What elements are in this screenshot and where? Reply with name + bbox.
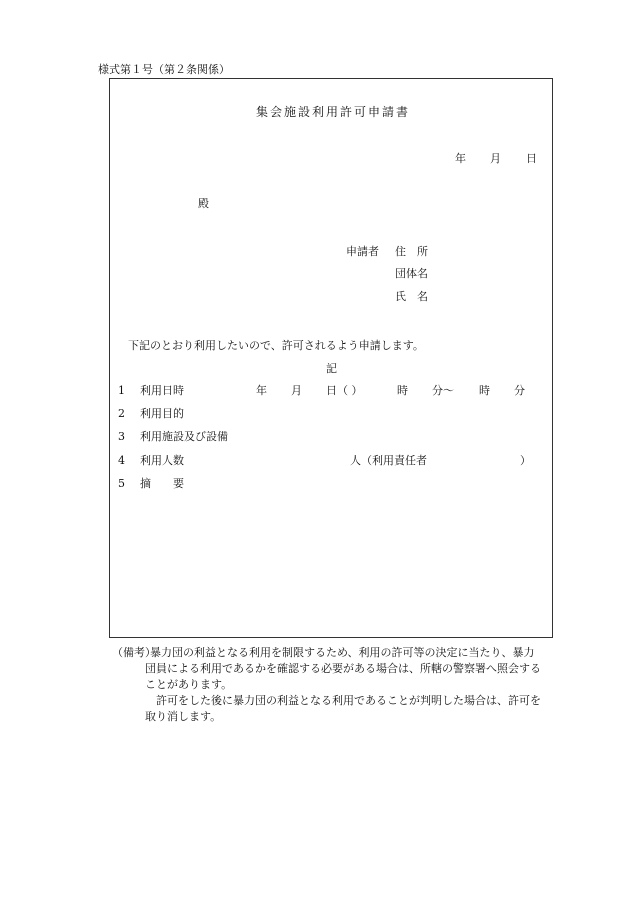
form-title: 集会施設利用許可申請書 <box>256 105 411 119</box>
note-line-2: 団員による利用であるかを確認する必要がある場合は、所轄の警察署へ照会する <box>145 662 541 675</box>
usage-year-label: 年 <box>256 384 267 397</box>
note-line-3: ことがあります。 <box>145 678 233 691</box>
applicant-organization-label: 団体名 <box>395 267 428 280</box>
item-number: 1 <box>118 384 125 397</box>
date-month: 月 <box>490 152 501 165</box>
date-day: 日 <box>526 152 537 165</box>
note-line-4: 許可をした後に暴力団の利益となる利用であることが判明した場合は、許可を <box>156 694 541 707</box>
item-number: 4 <box>118 454 125 467</box>
usage-month-label: 月 <box>291 384 302 397</box>
start-minute-label: 分～ <box>432 384 454 397</box>
applicant-name-label: 氏 名 <box>395 290 428 303</box>
note-line-1: 暴力団の利益となる利用を制限するため、利用の許可等の決定に当たり、暴力 <box>150 646 535 659</box>
applicant-label: 申請者 <box>346 245 379 258</box>
addressee-suffix: 殿 <box>198 197 209 210</box>
usage-day-label: 日（ ） <box>326 384 363 397</box>
form-number: 様式第１号（第２条関係） <box>98 63 230 76</box>
item-number: 3 <box>118 430 125 443</box>
applicant-address-label: 住 所 <box>395 245 428 258</box>
end-minute-label: 分 <box>514 384 525 397</box>
end-hour-label: 時 <box>479 384 490 397</box>
request-text: 下記のとおり利用したいので、許可されるよう申請します。 <box>128 339 424 352</box>
item-label-facility-equipment: 利用施設及び設備 <box>140 430 228 443</box>
item-label-remarks: 摘 要 <box>140 477 184 490</box>
ki-heading: 記 <box>326 362 337 375</box>
people-unit-responsible: 人（利用責任者 <box>350 454 427 467</box>
item-label-number-of-people: 利用人数 <box>140 454 184 467</box>
note-line-5: 取り消します。 <box>145 710 222 723</box>
people-close-paren: ） <box>520 454 531 467</box>
application-form-frame <box>109 78 553 638</box>
item-label-usage-purpose: 利用目的 <box>140 407 184 420</box>
item-number: 5 <box>118 477 125 490</box>
note-label: （備考） <box>112 646 156 659</box>
start-hour-label: 時 <box>397 384 408 397</box>
item-label-usage-datetime: 利用日時 <box>140 384 184 397</box>
item-number: 2 <box>118 407 125 420</box>
date-year: 年 <box>455 152 466 165</box>
